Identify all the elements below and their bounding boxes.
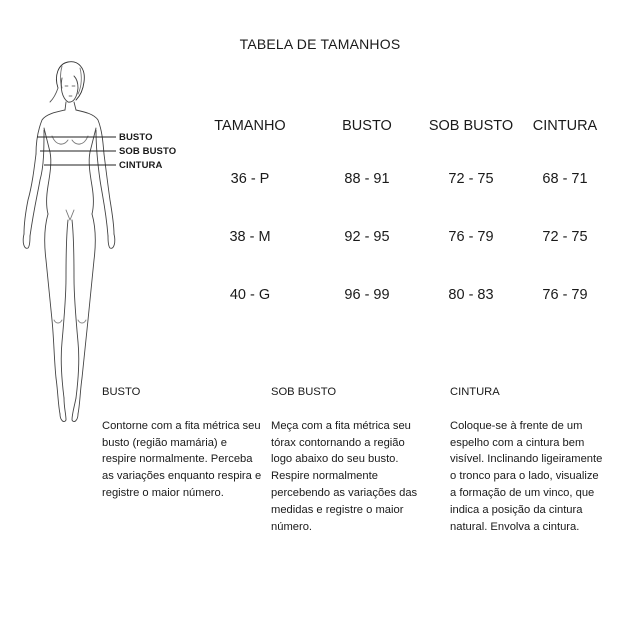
instruction-cintura-heading: CINTURA	[450, 386, 500, 398]
row-1-cintura: 68 - 71	[542, 171, 588, 187]
row-2-cintura: 72 - 75	[542, 229, 588, 245]
header-cintura: CINTURA	[532, 118, 598, 134]
instruction-sob-busto-heading: SOB BUSTO	[271, 386, 337, 398]
row-2-busto: 92 - 95	[344, 229, 390, 245]
figure-label-sob-busto: SOB BUSTO	[119, 146, 177, 157]
header-busto: BUSTO	[342, 118, 392, 134]
row-1-sob-busto: 72 - 75	[448, 171, 494, 187]
row-3-tamanho: 40 - G	[229, 287, 271, 303]
row-1-tamanho: 36 - P	[230, 171, 270, 187]
row-2-sob-busto: 76 - 79	[448, 229, 494, 245]
header-sob-busto: SOB BUSTO	[428, 118, 514, 134]
instruction-busto-text: Contorne com a fita métrica seu busto (região mamária) e respire normalmente. Perceba as variações enquanto respira e registre o maior número.	[102, 419, 262, 499]
header-tamanho: TAMANHO	[214, 118, 286, 134]
row-3-sob-busto: 80 - 83	[448, 287, 494, 303]
row-1-busto: 88 - 91	[344, 171, 390, 187]
row-3-cintura: 76 - 79	[542, 287, 588, 303]
row-2-tamanho: 38 - M	[229, 229, 271, 245]
instruction-busto	[102, 384, 262, 502]
figure-label-cintura: CINTURA	[119, 160, 163, 171]
instruction-cintura-text: Coloque-se à frente de um espelho com a cintura bem visível. Inclinando ligeiramente o tronco para o lado, visualize a formação de um vinco, que indica a posição da cintura natural. Envolva a cintura.	[450, 419, 603, 533]
figure-label-busto: BUSTO	[119, 132, 153, 143]
row-3-busto: 96 - 99	[344, 287, 390, 303]
instruction-sob-busto-text: Meça com a fita métrica seu tórax contornando a região logo abaixo do seu busto. Respire normalmente percebendo as variações das medidas e registre o maior número.	[271, 419, 418, 533]
instruction-sob-busto	[271, 384, 421, 535]
page-title: TABELA DE TAMANHOS	[239, 36, 401, 52]
fashion-figure-illustration	[10, 58, 130, 428]
instruction-busto-heading: BUSTO	[102, 386, 141, 398]
instruction-cintura	[450, 384, 605, 535]
